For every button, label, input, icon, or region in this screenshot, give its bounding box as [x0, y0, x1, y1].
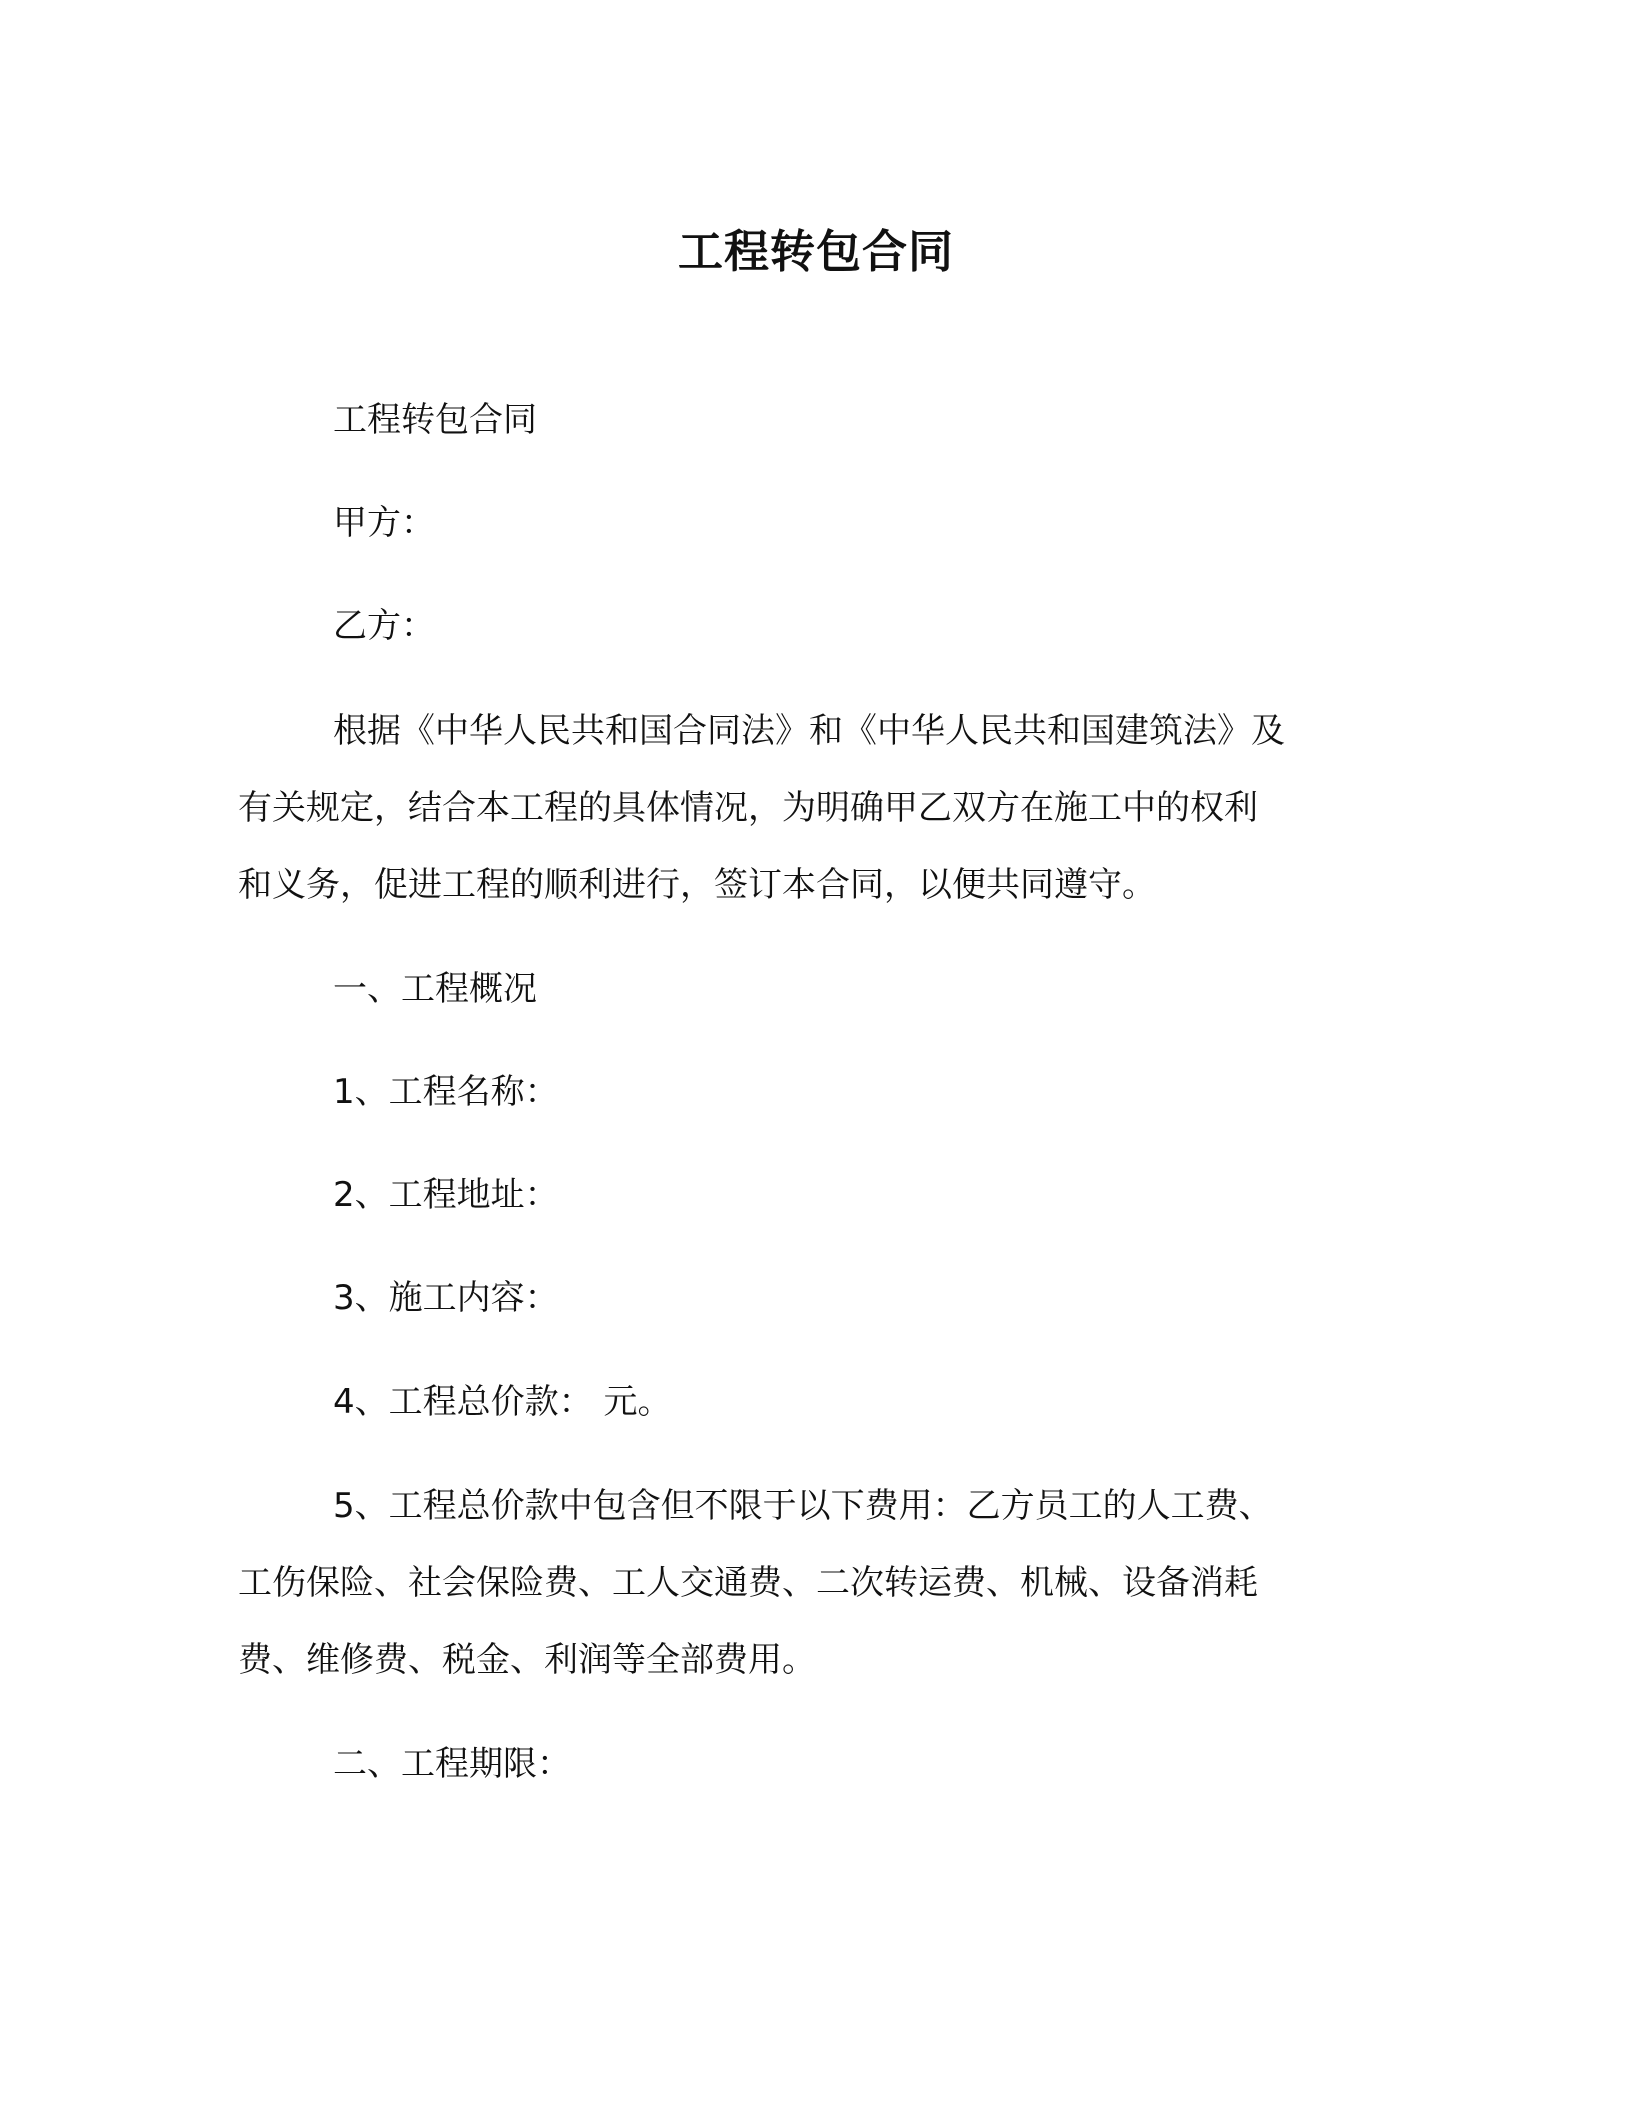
- preamble-line-2: 有关规定，结合本工程的具体情况，为明确甲乙双方在施工中的权利: [238, 788, 1258, 828]
- price-includes-line-2: 工伤保险、社会保险费、工人交通费、二次转运费、机械、设备消耗: [238, 1563, 1258, 1603]
- price-includes-line-3: 费、维修费、税金、利润等全部费用。: [238, 1640, 816, 1680]
- project-address-item: 2、工程地址：: [333, 1175, 559, 1215]
- construction-content-item: 3、施工内容：: [333, 1278, 559, 1318]
- project-name-item: 1、工程名称：: [333, 1072, 559, 1112]
- document-title: 工程转包合同: [677, 225, 954, 278]
- price-includes-line-1: 5、工程总价款中包含但不限于以下费用：乙方员工的人工费、: [333, 1486, 1273, 1526]
- party-a-label: 甲方：: [333, 503, 435, 543]
- total-price-item: 4、工程总价款： 元。: [333, 1382, 672, 1422]
- preamble-line-1: 根据《中华人民共和国合同法》和《中华人民共和国建筑法》及: [333, 711, 1285, 751]
- contract-subtitle: 工程转包合同: [333, 400, 537, 440]
- section-1-heading: 一、工程概况: [333, 969, 537, 1009]
- section-2-heading: 二、工程期限：: [333, 1744, 571, 1784]
- party-b-label: 乙方：: [333, 606, 435, 646]
- preamble-line-3: 和义务，促进工程的顺利进行，签订本合同，以便共同遵守。: [238, 865, 1156, 905]
